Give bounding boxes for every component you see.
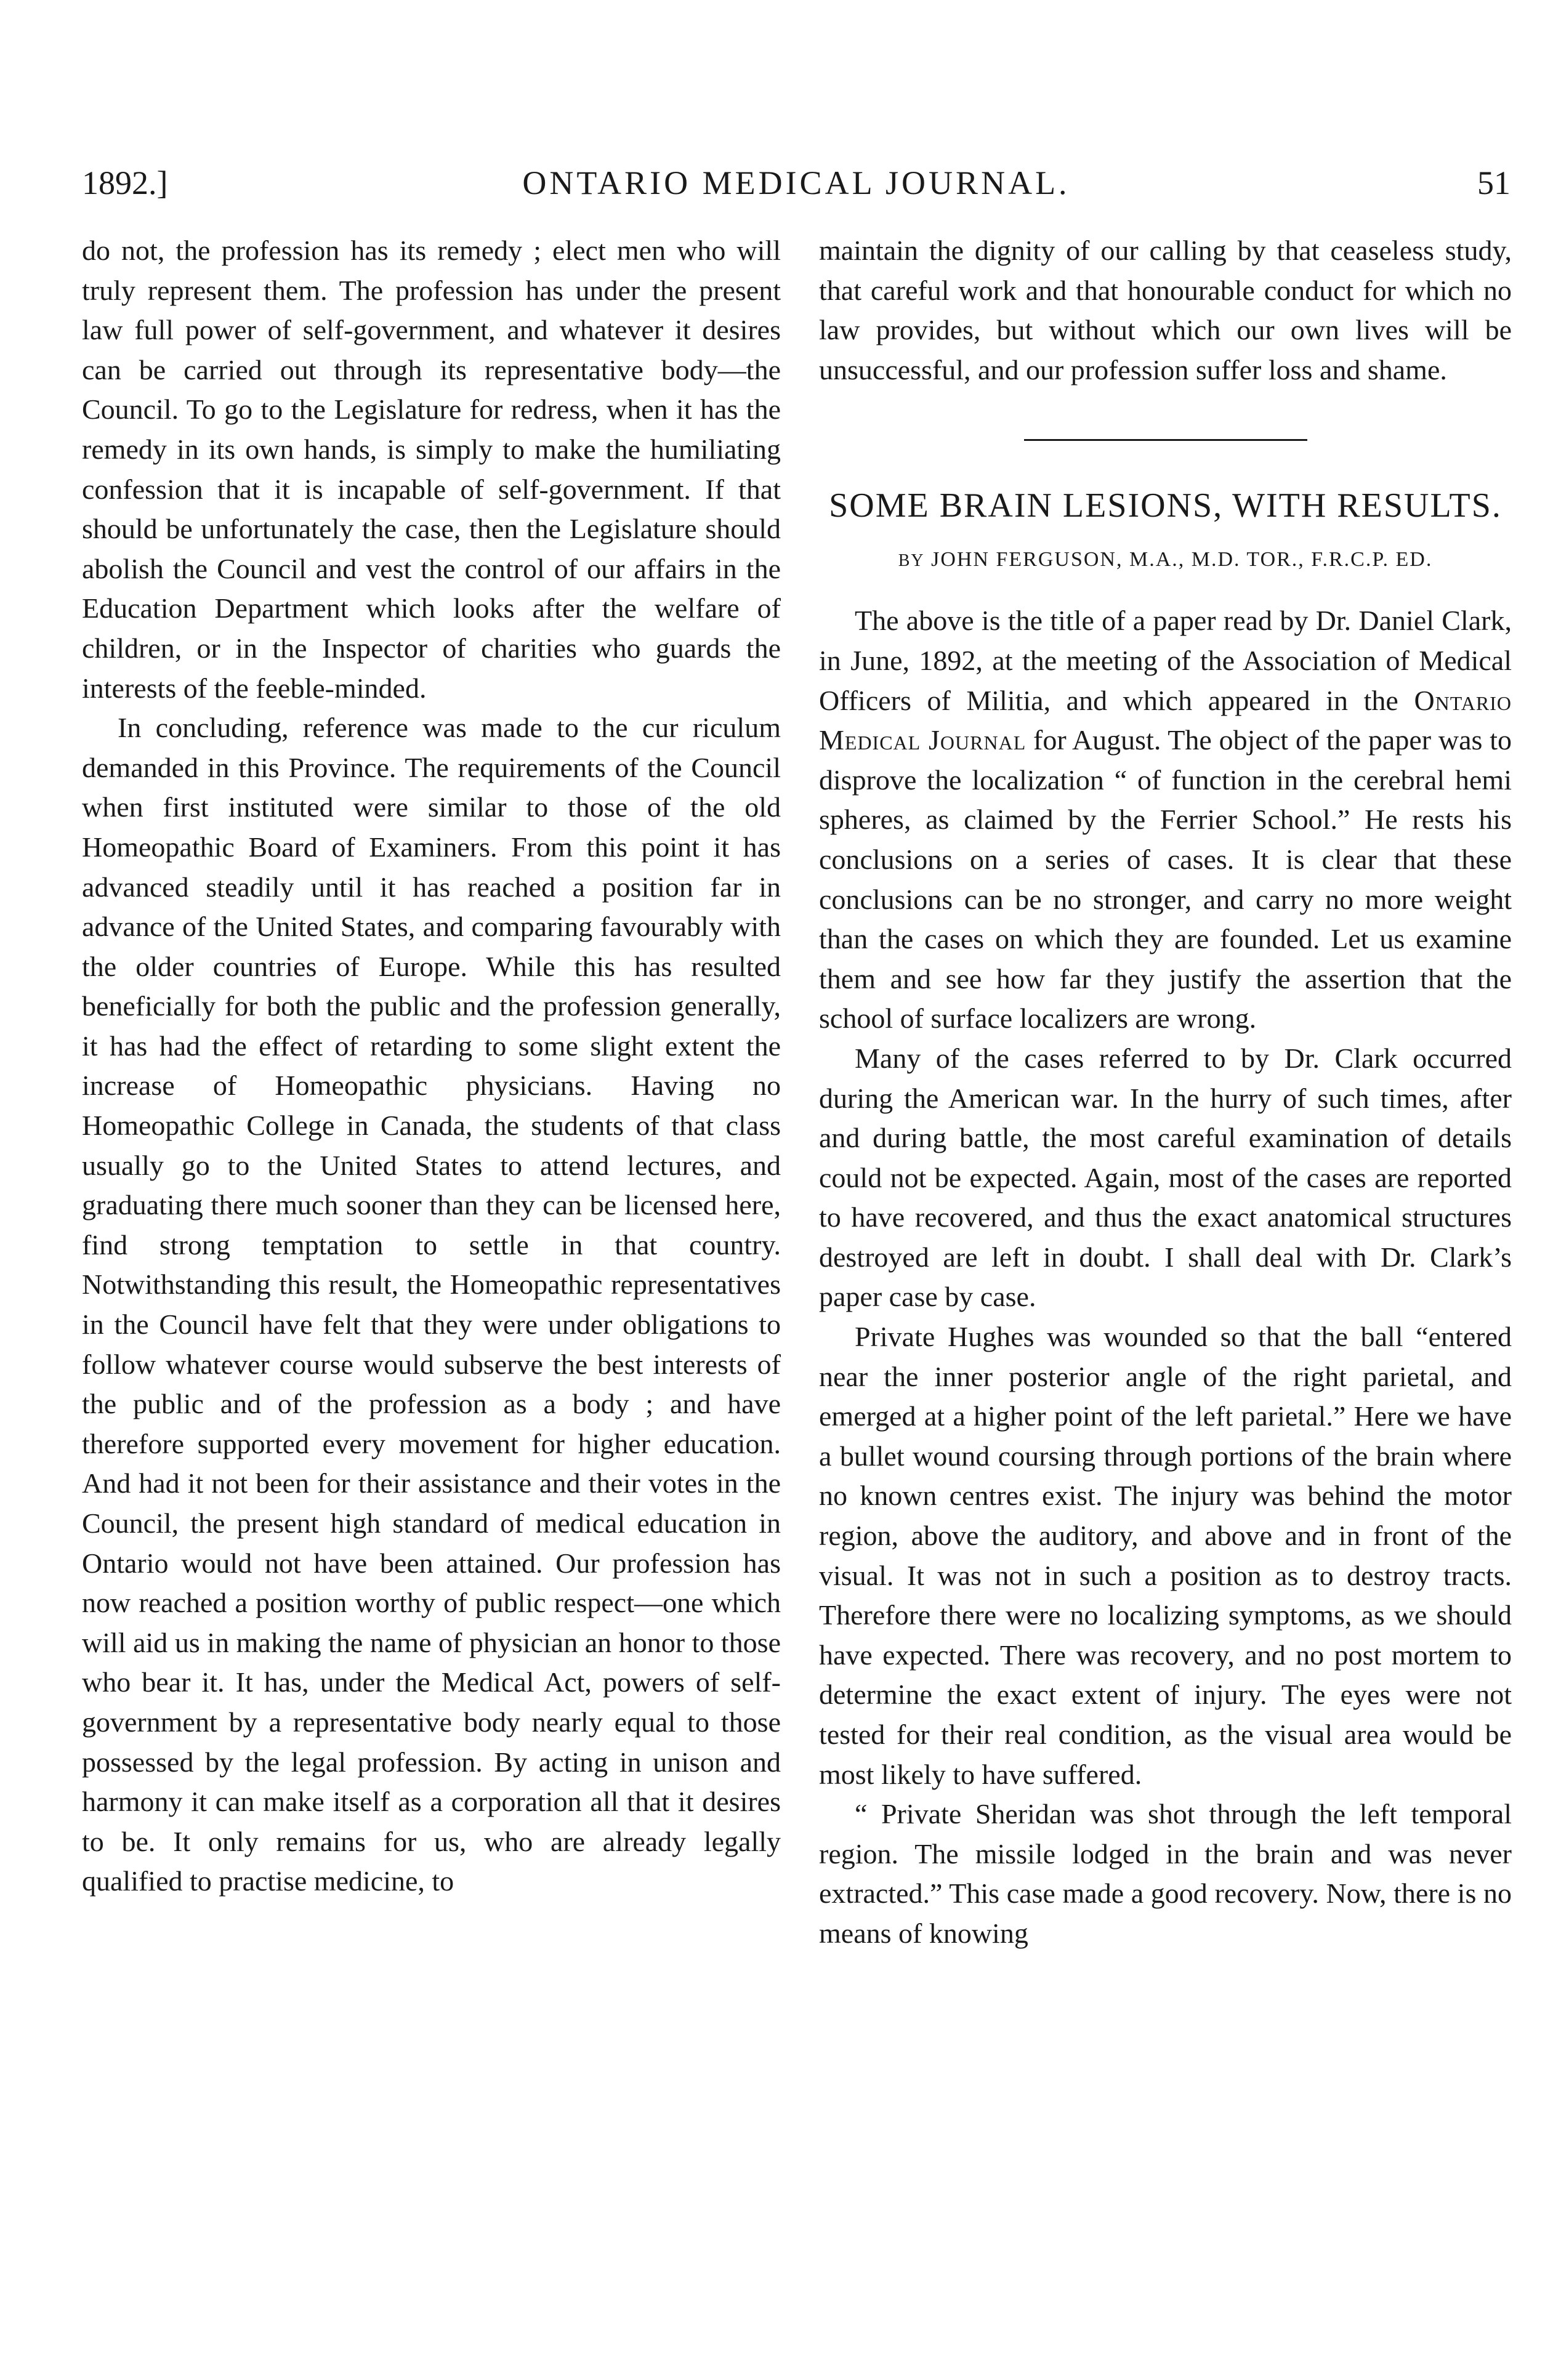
- paragraph: Many of the cases referred to by Dr. Clark occurred during the American war. In the hurry of such times, after and during battle, the most careful examination of details could not be expected. Again, most of the cases are reported to have recovered, and thus the exact anatomical structures destroyed are left in doubt. I shall deal with Dr. Clark’s paper case by case.: [819, 1042, 1512, 1313]
- byline-author: JOHN FERGUSON, M.A., M.D. TOR., F.R.C.P. ED.: [931, 548, 1433, 571]
- section-divider: [1024, 439, 1307, 441]
- journal-name: Ontario Medical Journal: [819, 684, 1512, 756]
- left-column: [82, 231, 781, 1902]
- text-run: The above is the title of a paper read by Dr. Daniel Clark, in June, 1892, at the meeting of the Association of Medical Officers of Militia, and which appeared in the: [819, 605, 1512, 716]
- article-title: SOME BRAIN LESIONS, WITH RESULTS.: [829, 486, 1502, 525]
- byline-prefix: BY: [898, 551, 925, 571]
- byline: [819, 544, 1512, 576]
- paragraph: Private Hughes was wounded so that the ball “entered near the inner posterior angle of the right parietal, and emerged at a higher point of the left parietal.” Here we have a bullet wound coursing through portions of the brain where no known centres exist. The injury was behind the motor region, above the auditory, and above and in front of the visual. It was not in such a position as to destroy tracts. Therefore there were no localizing symptoms, as we should have expected. There was recovery, and no post mortem to determine the exact extent of injury. The eyes were not tested for their real condition, as the visual area would be most likely to have suffered.: [819, 1321, 1512, 1790]
- header-date: 1892.]: [82, 164, 168, 201]
- paragraph: In concluding, reference was made to the cur riculum demanded in this Province. The requirements of the Council when first instituted were similar to those of the old Homeopathic Board of Examiners. From this point it has advanced steadily until it has reached a position far in advance of the United States, and comparing favourably with the older countries of Europe. While this has resulted beneficially for both the public and the profession generally, it has had the effect of retarding to some slight extent the increase of Homeopathic physicians. Having no Homeopathic College in Canada, the students of that class usually go to the United States to attend lectures, and graduating there much sooner than they can be licensed here, find strong temptation to settle in that country. Notwithstanding this result, the Homeopathic representatives in the Council have felt that they were under obligations to follow whatever course would subserve the best interests of the public and of the profession as a body ; and have therefore supported every movement for higher education. And had it not been for their assistance and their votes in the Council, the present high standard of medical education in Ontario would not have been attained. Our profession has now reached a position worthy of public respect—one which will aid us in making the name of physician an honor to those who bear it. It has, under the Medical Act, powers of self-government by a representative body nearly equal to those possessed by the legal profession. By acting in unison and harmony it can make itself as a corporation all that it desires to be. It only remains for us, who are already legally qualified to practise medicine, to: [82, 712, 781, 1897]
- paragraph-continuation: maintain the dignity of our calling by that ceaseless study, that careful work and that honourable conduct for which no law provides, but without which our own lives will be unsuccessful, and our profession suffer loss and shame.: [819, 235, 1512, 385]
- paragraph: “ Private Sheridan was shot through the left temporal region. The missile lodged in the brain and was never extracted.” This case made a good recovery. Now, there is no means of knowing: [819, 1798, 1512, 1949]
- text-run: for August. The object of the paper was to disprove the localization “ of function in the cerebral hemi spheres, as claimed by the Ferrier School.” He rests his conclusions on a series of cases. It is clear that these conclusions can be no stronger, and carry no more weight than the cases on which they are founded. Let us examine them and see how far they justify the assertion that the school of surface localizers are wrong.: [819, 724, 1512, 1035]
- header-page-number: 51: [1477, 164, 1511, 201]
- paragraph: do not, the profession has its remedy ; elect men who will truly represent them. The profession has under the present law full power of self-government, and whatever it desires can be carried out through its representative body—the Council. To go to the Legislature for redress, when it has the remedy in its own hands, is simply to make the humiliating confession that it is incapable of self-government. If that should be unfortunately the case, then the Legislature should abolish the Council and vest the control of our affairs in the Education Department which looks after the welfare of children, or in the Inspector of charities who guards the interests of the feeble-minded.: [82, 235, 781, 704]
- paragraph: [819, 601, 1512, 1039]
- header-journal-title: ONTARIO MEDICAL JOURNAL.: [522, 164, 1070, 201]
- right-column: [819, 231, 1512, 1954]
- running-head: [82, 161, 1511, 204]
